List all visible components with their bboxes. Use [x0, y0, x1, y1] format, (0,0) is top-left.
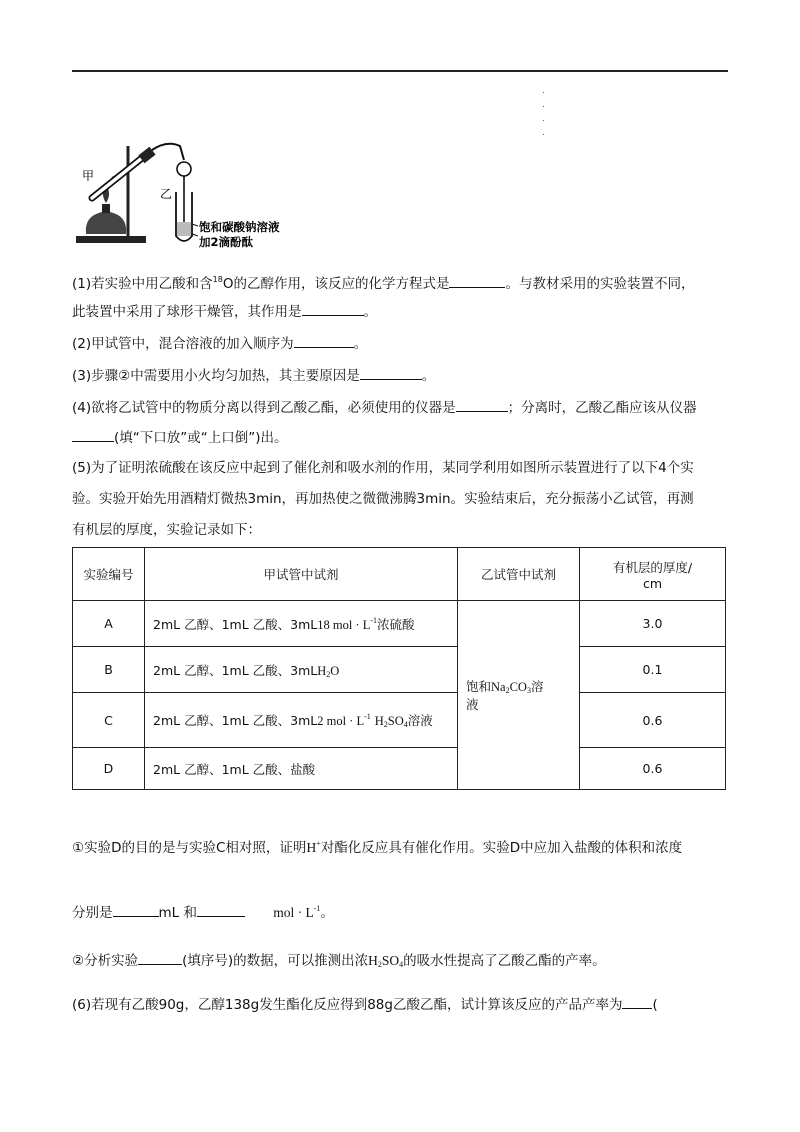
question-3: (3)步骤②中需要用小火均匀加热，其主要原因是 。 [72, 365, 732, 386]
question-5-2: ②分析实验 (填序号)的数据，可以推测出浓H2SO4的吸水性提高了乙酸乙酯的产率。 [72, 950, 732, 975]
label-solution: 饱和碳酸钠溶液 [199, 220, 280, 234]
reagent-cell: 2mL 乙醇、1mL 乙酸、3mL2 mol · $L^{-1}$ H2SO4溶液 [145, 693, 458, 748]
question-4-line-2: (填“下口放”或“上口倒”)出。 [72, 427, 732, 448]
header-id: 实验编号 [73, 548, 145, 601]
reagent-cell: 2mL 乙醇、1mL 乙酸、盐酸 [145, 748, 458, 790]
answer-blank[interactable] [456, 397, 508, 412]
reagent-cell: 2mL 乙醇、1mL 乙酸、3mL18 mol · $L^{-1}$浓硫酸 [145, 601, 458, 647]
apparatus-drawing [72, 136, 302, 251]
margin-dots: . . . . [542, 86, 545, 138]
question-5-line-2: 验。实验开始先用酒精灯微热3min，再加热使之微微沸腾3min。实验结束后，充分振荡小乙试管，再测 [72, 491, 694, 507]
answer-blank[interactable] [113, 902, 159, 917]
table-header-row [73, 548, 726, 601]
answer-blank[interactable] [302, 301, 364, 316]
header-yi-reagent: 乙试管中试剂 [458, 548, 580, 601]
label-jia: 甲 [82, 169, 95, 183]
header-jia-reagent: 甲试管中试剂 [145, 548, 458, 601]
label-yi: 乙 [160, 187, 173, 201]
apparatus-figure [72, 136, 302, 251]
answer-blank[interactable] [294, 333, 354, 348]
question-4-line-1: (4)欲将乙试管中的物质分离以得到乙酸乙酯，必须使用的仪器是 ；分离时，乙酸乙酯应该从仪器 [72, 397, 732, 418]
answer-blank[interactable] [72, 427, 114, 442]
question-5-line-1: (5)为了证明浓硫酸在该反应中起到了催化剂和吸水剂的作用，某同学利用如图所示装置进行了以下4个实 [72, 460, 694, 476]
answer-blank[interactable] [360, 365, 422, 380]
table-row: A 2mL 乙醇、1mL 乙酸、3mL18 mol · $L^{-1}$浓硫酸 饱和Na2CO3溶 液 3.0 [73, 601, 726, 647]
answer-blank[interactable] [622, 994, 652, 1009]
experiment-table [72, 547, 726, 790]
header-thickness: 有机层的厚度/ cm [580, 548, 726, 601]
header-rule [72, 70, 728, 72]
answer-blank[interactable] [449, 273, 505, 288]
question-5-1-line-2: 分别是 mL 和 mol · $L^{-1}$。 [72, 904, 334, 921]
yi-reagent-cell: 饱和Na2CO3溶 液 [458, 601, 580, 790]
reagent-cell: 2mL 乙醇、1mL 乙酸、3mLH2O [145, 647, 458, 693]
table-row: D 2mL 乙醇、1mL 乙酸、盐酸 0.6 [73, 748, 726, 790]
table-row: B 2mL 乙醇、1mL 乙酸、3mLH2O 0.1 [73, 647, 726, 693]
question-5-line-3: 有机层的厚度，实验记录如下： [72, 522, 261, 538]
question-1-line-1: (1)若实验中用乙酸和含$^{18}$O的乙醇作用，该反应的化学方程式是 。与教材采用的实验装置不同， [72, 275, 695, 292]
question-2: (2)甲试管中，混合溶液的加入顺序为 。 [72, 333, 732, 354]
table-row: C 2mL 乙醇、1mL 乙酸、3mL2 mol · $L^{-1}$ H2SO4溶液 0.6 [73, 693, 726, 748]
answer-blank[interactable] [197, 902, 245, 917]
label-drops: 加2滴酚酞 [199, 235, 254, 249]
question-5-1-line-1: ①实验D的目的是与实验C相对照，证明H+对酯化反应具有催化作用。实验D中应加入盐酸的体积和浓度 [72, 839, 683, 856]
question-1-line-2: 此装置中采用了球形干燥管，其作用是 。 [72, 301, 732, 322]
answer-blank[interactable] [138, 950, 182, 965]
question-6: (6)若现有乙酸90g，乙醇138g发生酯化反应得到88g乙酸乙酯，试计算该反应的产品产率为 ( [72, 994, 732, 1015]
